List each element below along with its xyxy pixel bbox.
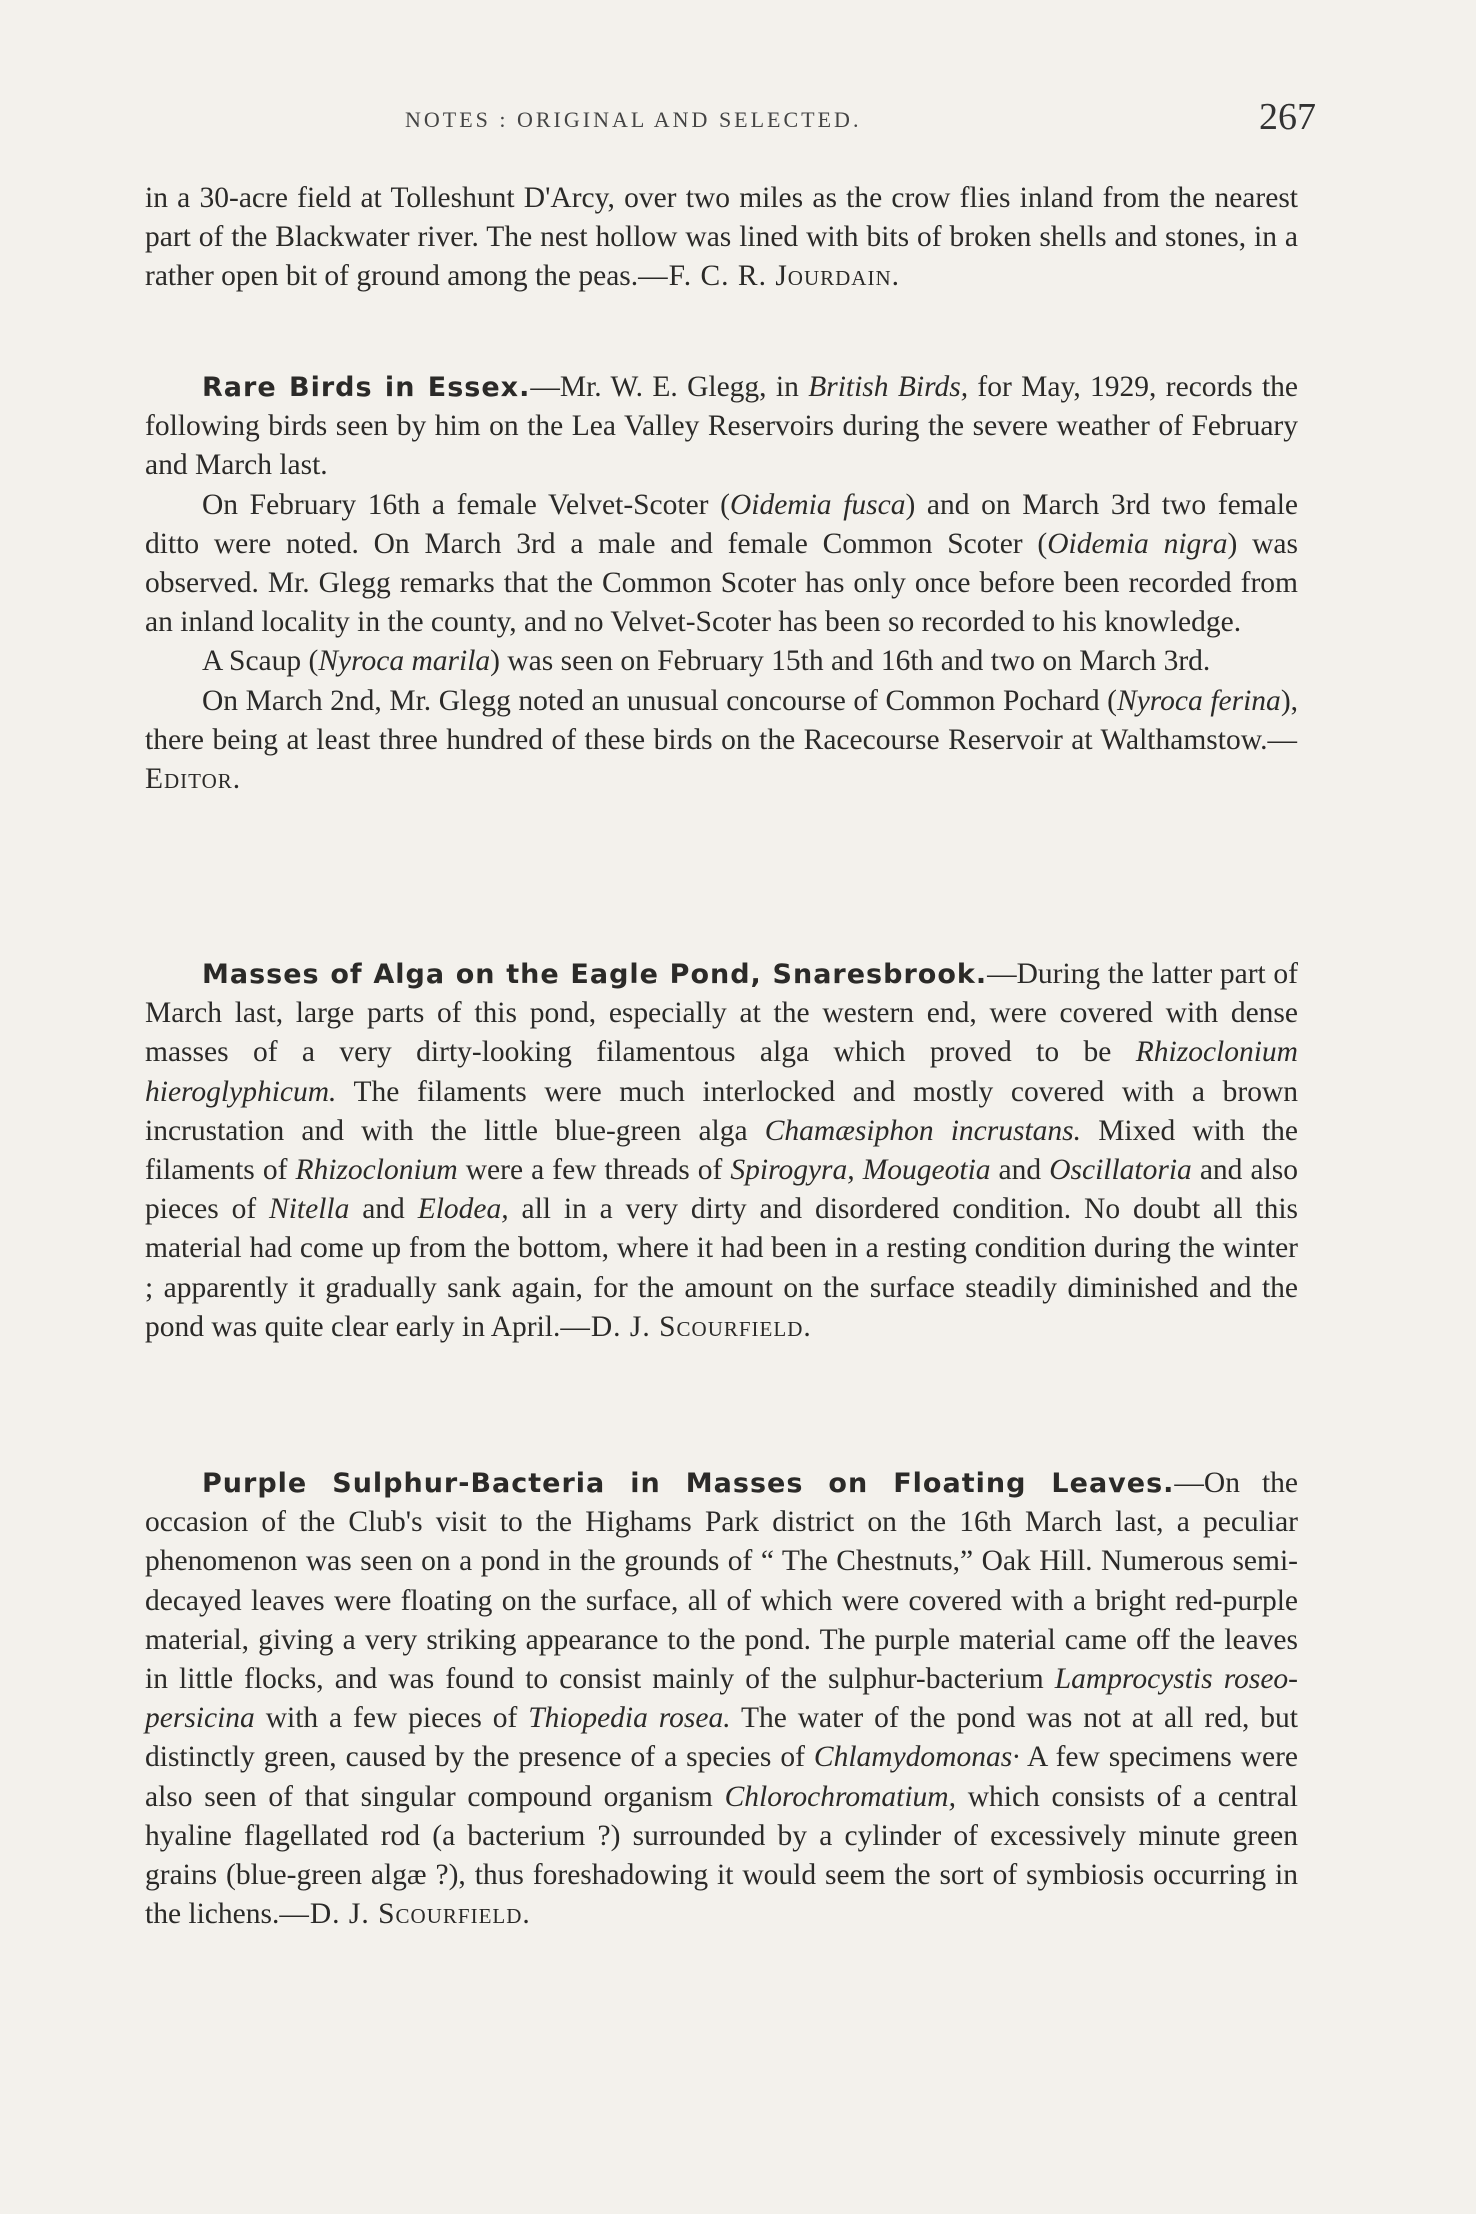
- running-head: [145, 96, 1316, 143]
- author-signature: —F. C. R. Jourdain.: [638, 260, 901, 293]
- paragraph: On February 16th a female Velvet-Scoter (Oidemia fusca) and on March 3rd two female ditto were noted. On March 3rd a male and female Common Scoter (Oidemia nigra) was observed. Mr. Glegg remarks that the Common Scoter has only once before been recorded from an inland locality in the county, and no Velvet-Scoter has been so recorded to his knowledge.: [145, 488, 1298, 639]
- paragraph: Masses of Alga on the Eagle Pond, Snaresbrook.—During the latter part of March last, large parts of this pond, especially at the western end, were covered with dense masses of a very dirty-looking filamentous alga which proved to be Rhizoclonium hieroglyphicum. The filaments were much interlocked and mostly covered with a brown incrustation and with the little blue-green alga Chamæsiphon incrustans. Mixed with the filaments of Rhizoclonium were a few threads of Spirogyra, Mougeotia and Oscillatoria and also pieces of Nitella and Elodea, all in a very dirty and disordered condition. No doubt all this material had come up from the bottom, where it had been in a resting condition during the winter ; apparently it gradually sank again, for the amount on the surface steadily diminished and the pond was quite clear early in April.—D. J. Scourfield.: [145, 958, 1299, 1343]
- note-masses-of-alga: [145, 955, 1298, 1347]
- author-signature: —Editor.: [145, 723, 1298, 796]
- note-heading: Masses of Alga on the Eagle Pond, Snaresbrook.: [202, 959, 988, 990]
- paragraph: Purple Sulphur-Bacteria in Masses on Floating Leaves.—On the occasion of the Club's visit to the Highams Park district on the 16th March last, a peculiar phenomenon was seen on a pond in the grounds of “ The Chestnuts,” Oak Hill. Numerous semi-decayed leaves were floating on the surface, all of which were covered with a bright red-purple material, giving a very striking appearance to the pond. The purple material came off the leaves in little flocks, and was found to consist mainly of the sulphur-bacterium Lamprocystis roseo-persicina with a few pieces of Thiopedia rosea. The water of the pond was not at all red, but distinctly green, caused by the presence of a species of Chlamydomonas· A few specimens were also seen of that singular compound organism Chlorochromatium, which consists of a central hyaline flagellated rod (a bacterium ?) surrounded by a cylinder of excessively minute green grains (blue-green algæ ?), thus foreshadowing it would seem the sort of symbiosis occurring in the lichens.—D. J. Scourfield.: [145, 1467, 1298, 1931]
- running-title: NOTES : ORIGINAL AND SELECTED.: [405, 107, 862, 132]
- paragraph: A Scaup (Nyroca marila) was seen on February 15th and 16th and two on March 3rd.: [202, 645, 1211, 678]
- page-number: 267: [1259, 96, 1316, 138]
- note-continuation: [145, 179, 1298, 297]
- note-heading: Rare Birds in Essex.: [202, 372, 531, 403]
- paragraph: Rare Birds in Essex.—Mr. W. E. Glegg, in British Birds, for May, 1929, records the following birds seen by him on the Lea Valley Reservoirs during the severe weather of February and March last.: [145, 371, 1298, 482]
- note-purple-sulphur-bacteria: [145, 1464, 1298, 1934]
- author-signature: —D. J. Scourfield.: [560, 1310, 812, 1343]
- note-heading: Purple Sulphur-Bacteria in Masses on Floating Leaves.: [202, 1468, 1175, 1499]
- paragraph: in a 30-acre field at Tolleshunt D'Arcy, over two miles as the crow flies inland from the nearest part of the Blackwater river. The nest hollow was lined with bits of broken shells and stones, in a rather open bit of ground among the peas.—F. C. R. Jourdain.: [145, 182, 1298, 293]
- note-rare-birds: [145, 368, 1298, 799]
- author-signature: —D. J. Scourfield.: [279, 1898, 531, 1931]
- paragraph: On March 2nd, Mr. Glegg noted an unusual concourse of Common Pochard (Nyroca ferina), there being at least three hundred of these birds on the Racecourse Reservoir at Walthamstow.—Editor.: [145, 684, 1299, 796]
